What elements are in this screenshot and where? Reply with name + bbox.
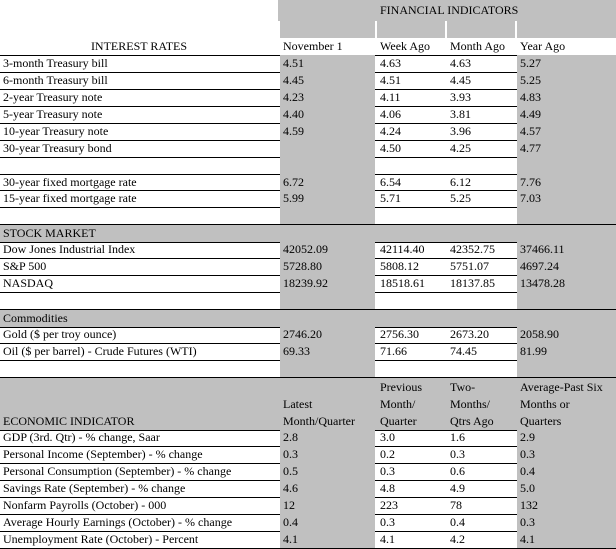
- page-title: FINANCIAL INDICATORS: [380, 3, 519, 17]
- row-value: 5.25: [450, 191, 471, 205]
- row-label: Unemployment Rate (October) - Percent: [3, 532, 199, 546]
- row-value: 4.6: [280, 480, 375, 497]
- row-value: 4.83: [517, 89, 616, 106]
- table-row: [0, 446, 616, 464]
- row-value: 7.76: [517, 174, 616, 190]
- economic-heading: ECONOMIC INDICATOR: [3, 414, 135, 428]
- row-value: 5.99: [280, 190, 375, 207]
- row-value: 4.77: [517, 140, 616, 157]
- spacer-row: [0, 21, 616, 38]
- row-value: 0.6: [450, 464, 465, 478]
- table-row: [0, 123, 616, 141]
- row-value: 132: [517, 497, 616, 514]
- row-value: 4.40: [280, 106, 375, 123]
- table-row: [0, 480, 616, 498]
- row-value: 4.1: [280, 531, 375, 548]
- row-value: 4.59: [280, 123, 375, 140]
- row-value: 12: [280, 497, 375, 514]
- row-value: 4.51: [280, 55, 375, 72]
- row-label: Average Hourly Earnings (October) - % change: [3, 515, 233, 529]
- row-value: 2756.30: [380, 327, 419, 341]
- spacer-row: [0, 360, 616, 377]
- row-value: 3.96: [450, 124, 471, 138]
- row-value: 4.11: [380, 90, 401, 104]
- row-label: Personal Income (September) - % change: [3, 447, 203, 461]
- row-value: 5751.07: [450, 259, 489, 273]
- interest-rates-header-row: [0, 38, 616, 56]
- row-value: 2.8: [280, 429, 375, 446]
- row-value: 6.12: [450, 175, 471, 189]
- table-row: [0, 106, 616, 124]
- row-value: 0.4: [517, 463, 616, 480]
- row-label: 10-year Treasury note: [3, 124, 109, 138]
- table-row: [0, 55, 616, 73]
- table-row: [0, 140, 616, 158]
- title-row: [0, 0, 616, 21]
- row-label: Oil ($ per barrel) - Crude Futures (WTI): [3, 344, 197, 358]
- interest-rates-heading: INTEREST RATES: [90, 39, 188, 53]
- row-value: 18239.92: [280, 275, 375, 292]
- col-header-previous: Previous Month/ Quarter: [380, 380, 422, 428]
- row-value: 71.66: [380, 344, 407, 358]
- table-row: [0, 174, 616, 191]
- row-value: 0.3: [380, 515, 395, 529]
- row-value: 5.27: [517, 55, 616, 72]
- row-value: 13478.28: [517, 275, 616, 292]
- row-value: 74.45: [450, 344, 477, 358]
- row-value: 6.72: [280, 174, 375, 190]
- row-value: 4.9: [450, 481, 465, 495]
- col-header-latest: Latest Month/Quarter: [283, 397, 355, 428]
- col-header-year-ago: Year Ago: [520, 39, 566, 53]
- row-value: 3.0: [380, 430, 395, 444]
- row-label: 3-month Treasury bill: [3, 56, 108, 70]
- row-value: 2673.20: [450, 327, 489, 341]
- commodities-heading: Commodities: [3, 311, 68, 325]
- row-value: 4.63: [450, 56, 471, 70]
- table-row: [0, 190, 616, 208]
- row-value: 0.3: [517, 446, 616, 463]
- table-row: [0, 326, 616, 344]
- row-value: 6.54: [380, 175, 401, 189]
- row-value: 2058.90: [517, 326, 616, 343]
- row-label: 6-month Treasury bill: [3, 73, 108, 87]
- col-header-month-ago: Month Ago: [450, 39, 506, 53]
- row-value: 223: [380, 498, 398, 512]
- spacer-row: [0, 292, 616, 309]
- row-value: [280, 140, 375, 157]
- row-value: 5728.80: [280, 258, 375, 275]
- row-value: 5.25: [517, 72, 616, 89]
- row-label: Gold ($ per troy ounce): [3, 327, 117, 341]
- row-label: 2-year Treasury note: [3, 90, 103, 104]
- table-row: [0, 429, 616, 447]
- row-value: 0.3: [450, 447, 465, 461]
- row-value: 2746.20: [280, 326, 375, 343]
- col-header-two-months: Two- Months/ Qtrs Ago: [450, 380, 494, 428]
- row-value: 0.4: [280, 514, 375, 531]
- row-label: GDP (3rd. Qtr) - % change, Saar: [3, 430, 160, 444]
- row-value: 4.49: [517, 106, 616, 123]
- table-row: [0, 258, 616, 276]
- row-value: 69.33: [280, 343, 375, 360]
- col-header-week-ago: Week Ago: [380, 39, 431, 53]
- row-value: 7.03: [517, 190, 616, 207]
- row-value: 4.24: [380, 124, 401, 138]
- row-label: 15-year fixed mortgage rate: [3, 191, 137, 205]
- table-row: [0, 72, 616, 90]
- row-label: 5-year Treasury note: [3, 107, 103, 121]
- row-value: 4.45: [280, 72, 375, 89]
- spacer-row: [0, 157, 616, 175]
- row-label: NASDAQ: [3, 276, 54, 290]
- table-row: [0, 89, 616, 107]
- table-row: [0, 343, 616, 361]
- row-value: 1.6: [450, 430, 465, 444]
- row-value: 42052.09: [280, 241, 375, 258]
- row-label: 30-year Treasury bond: [3, 141, 112, 155]
- row-value: 42352.75: [450, 242, 495, 256]
- stock-market-heading: STOCK MARKET: [3, 226, 96, 240]
- row-value: 4.1: [380, 532, 395, 546]
- row-label: S&P 500: [3, 259, 47, 273]
- row-value: 4.8: [380, 481, 395, 495]
- row-value: 5808.12: [380, 259, 419, 273]
- row-value: 4.57: [517, 123, 616, 140]
- row-label: Personal Consumption (September) - % change: [3, 464, 232, 478]
- row-value: 4.23: [280, 89, 375, 106]
- row-value: 0.3: [380, 464, 395, 478]
- row-value: 0.3: [517, 514, 616, 531]
- row-value: 5.0: [517, 480, 616, 497]
- row-value: 4.51: [380, 73, 401, 87]
- row-label: Dow Jones Industrial Index: [3, 242, 136, 256]
- col-header-average: Average-Past Six Months or Quarters: [520, 380, 603, 428]
- table-row: [0, 514, 616, 532]
- row-value: 5.71: [380, 191, 401, 205]
- row-value: 4.50: [380, 141, 401, 155]
- row-label: Nonfarm Payrolls (October) - 000: [3, 498, 167, 512]
- row-value: 37466.11: [517, 241, 616, 258]
- row-value: 0.5: [280, 463, 375, 480]
- row-label: Savings Rate (September) - % change: [3, 481, 186, 495]
- table-row: [0, 241, 616, 259]
- row-value: 0.4: [450, 515, 465, 529]
- row-value: 4697.24: [517, 258, 616, 275]
- table-row: [0, 531, 616, 549]
- row-value: 42114.40: [380, 242, 425, 256]
- row-value: 4.63: [380, 56, 401, 70]
- spacer-row: [0, 207, 616, 224]
- row-value: 2.9: [517, 429, 616, 446]
- row-value: 4.25: [450, 141, 471, 155]
- row-value: 0.2: [380, 447, 395, 461]
- table-row: [0, 275, 616, 293]
- row-label: 30-year fixed mortgage rate: [3, 175, 137, 189]
- row-value: 3.93: [450, 90, 471, 104]
- row-value: 4.06: [380, 107, 401, 121]
- table-row: [0, 497, 616, 515]
- table-row: [0, 463, 616, 481]
- row-value: 81.99: [517, 343, 616, 360]
- row-value: 0.3: [280, 446, 375, 463]
- row-value: 4.45: [450, 73, 471, 87]
- row-value: 18518.61: [380, 276, 425, 290]
- col-header-november-1: November 1: [283, 39, 343, 53]
- row-value: 78: [450, 498, 462, 512]
- economic-header-row: [0, 377, 616, 431]
- row-value: 4.2: [450, 532, 465, 546]
- row-value: 18137.85: [450, 276, 495, 290]
- row-value: 3.81: [450, 107, 471, 121]
- row-value: 4.1: [517, 531, 616, 548]
